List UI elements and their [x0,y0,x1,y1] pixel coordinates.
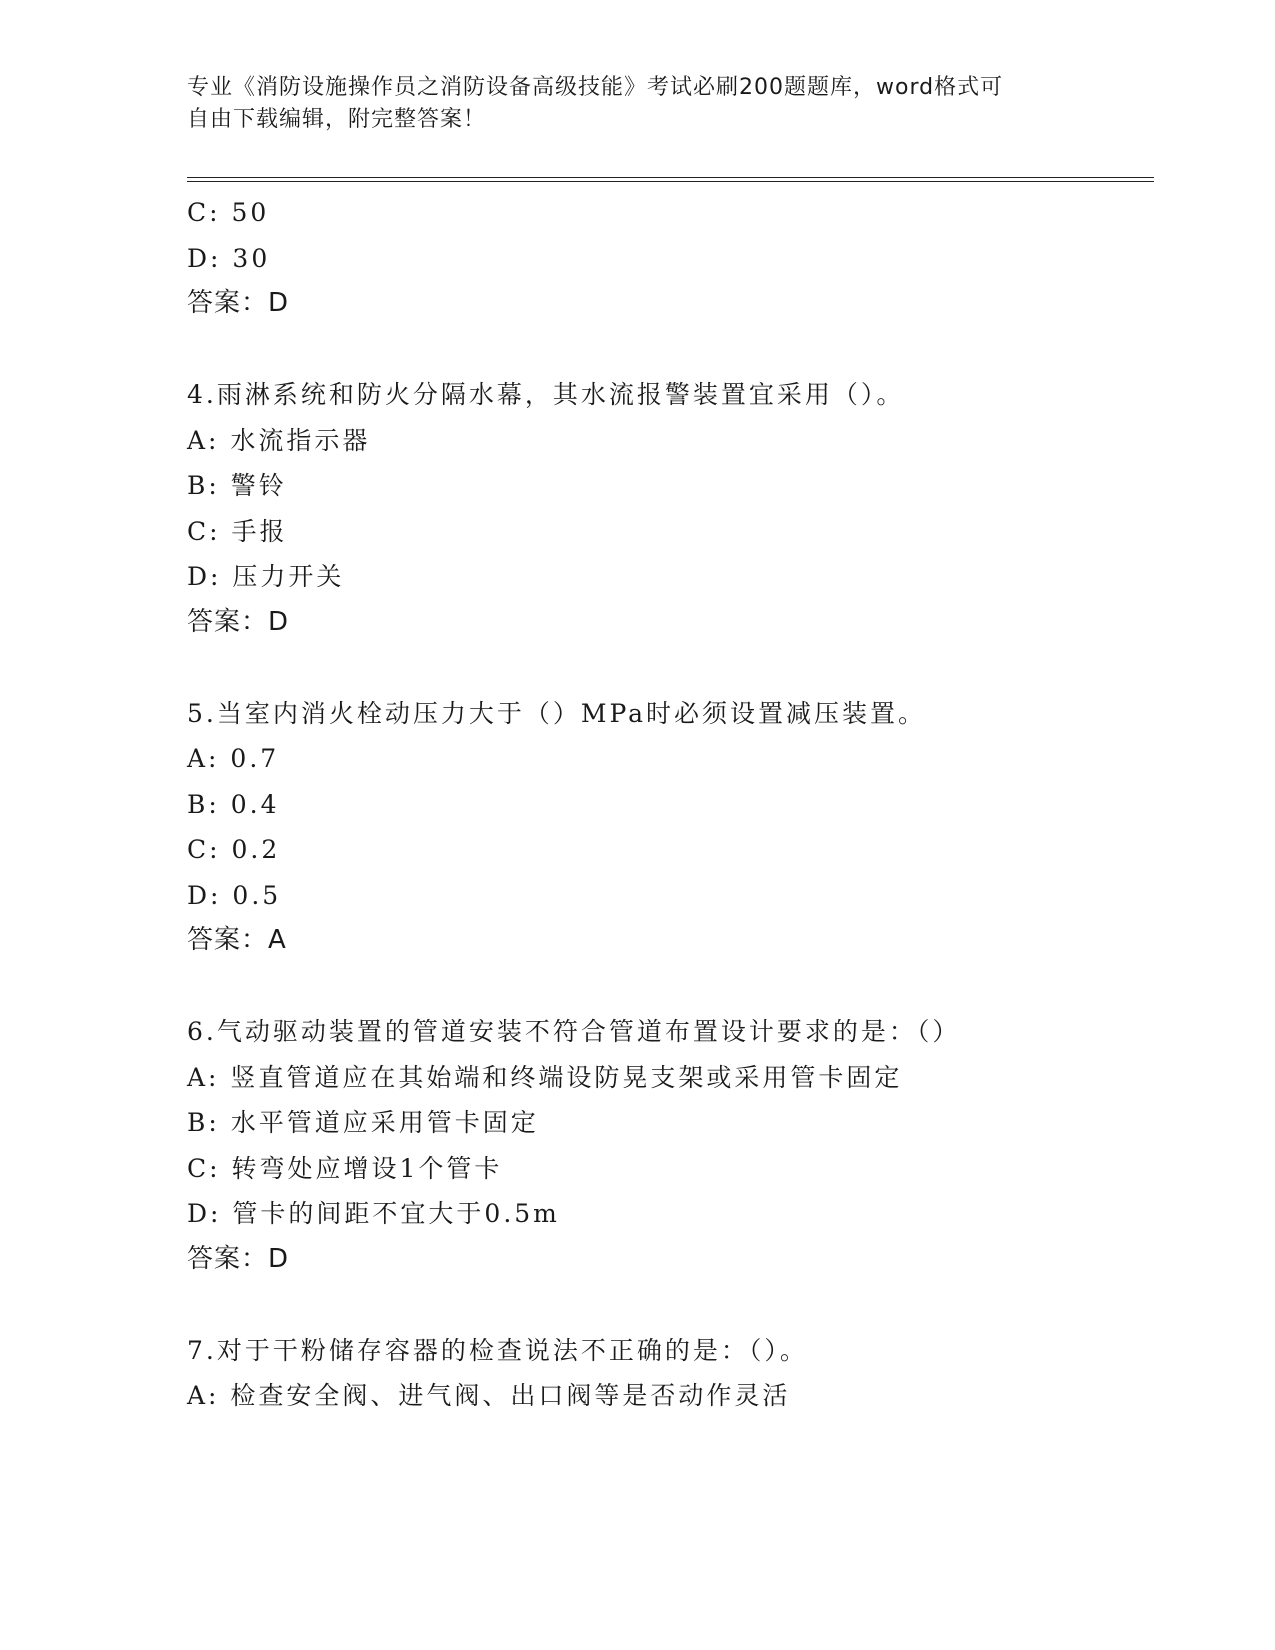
answer: 答案：D [187,606,290,637]
header-line-2: 自由下载编辑，附完整答案！ [187,107,487,132]
spacer [187,1282,1147,1328]
option-a: A: 0.7 [187,744,280,773]
option-d: D: 30 [187,243,271,273]
option-c: C: 转弯处应增设1个管卡 [187,1153,503,1183]
option-c: C: 手报 [187,516,288,546]
question-stem: 6.气动驱动装置的管道安装不符合管道布置设计要求的是：（） [187,1017,961,1046]
question-stem: 4.雨淋系统和防火分隔水幕，其水流报警装置宜采用（）。 [187,380,905,409]
spacer [187,645,1147,691]
answer: 答案：D [187,288,290,318]
prev-question [187,190,1147,327]
option-a: A: 竖直管道应在其始端和终端设防晃支架或采用管卡固定 [187,1062,903,1092]
question-5 [187,691,1147,964]
spacer [187,327,1147,373]
answer: 答案：A [187,925,287,955]
spacer [187,964,1147,1010]
question-7 [187,1328,1147,1419]
option-d: D: 0.5 [187,880,282,910]
question-6 [187,1009,1147,1282]
option-a: A: 水流指示器 [187,425,371,455]
option-b: B: 水平管道应采用管卡固定 [187,1108,539,1137]
option-b: B: 0.4 [187,789,280,819]
option-a: A: 检查安全阀、进气阀、出口阀等是否动作灵活 [187,1381,791,1410]
option-d: D: 压力开关 [187,562,345,591]
option-c: C: 50 [187,198,270,227]
option-c: C: 0.2 [187,835,281,864]
question-stem: 5.当室内消火栓动压力大于（）MPa时必须设置减压装置。 [187,698,927,728]
header-divider [187,177,1154,182]
document-header [187,72,1087,136]
question-4 [187,372,1147,645]
answer: 答案：D [187,1243,290,1274]
option-d: D: 管卡的间距不宜大于0.5m [187,1199,560,1228]
question-stem: 7.对于干粉储存容器的检查说法不正确的是：（）。 [187,1335,808,1365]
question-list [187,190,1147,1419]
header-line-1: 专业《消防设施操作员之消防设备高级技能》考试必刷200题题库，word格式可 [187,75,1004,100]
option-b: B: 警铃 [187,471,287,500]
